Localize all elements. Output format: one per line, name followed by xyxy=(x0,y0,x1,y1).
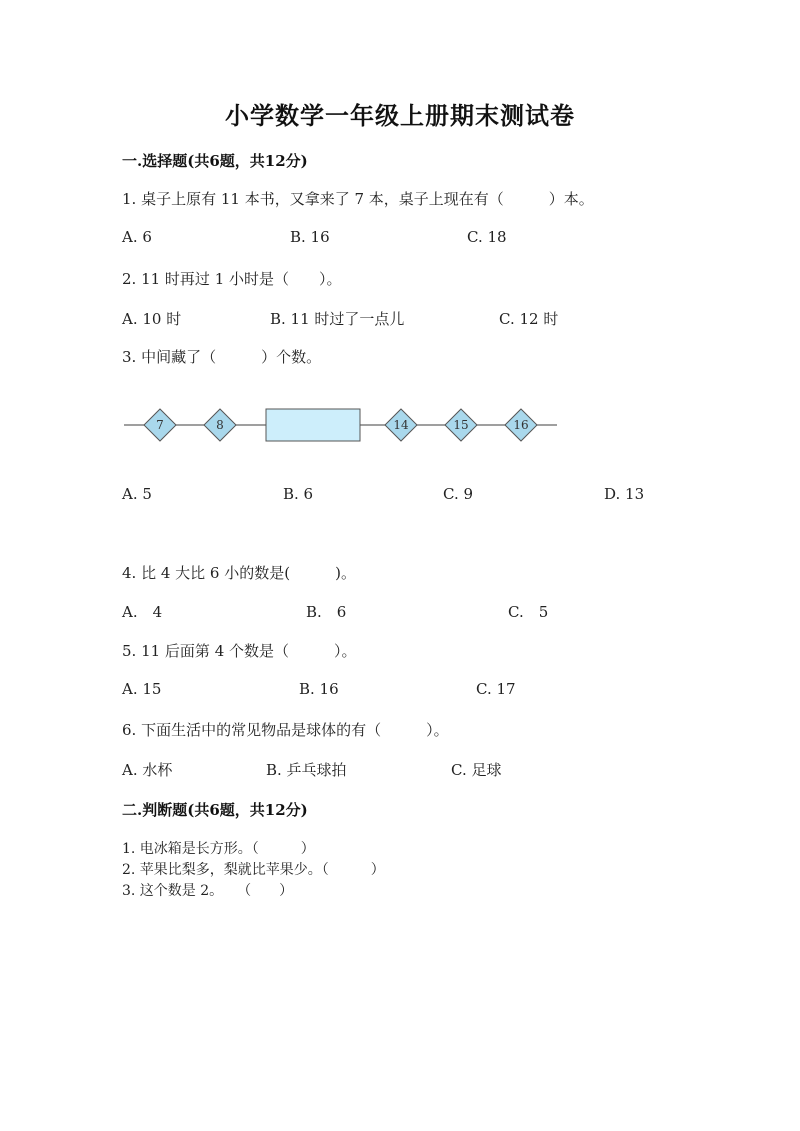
question-2: 2. 11 时再过 1 小时是（ ）。 xyxy=(122,270,342,288)
question-3: 3. 中间藏了（ ）个数。 xyxy=(122,348,322,366)
q6-option-c: C. 足球 xyxy=(451,761,502,779)
judge-item-2: 2. 苹果比梨多，梨就比苹果少。（ ） xyxy=(122,862,385,878)
q1-option-b: B. 16 xyxy=(290,228,330,246)
diamond-label: 16 xyxy=(513,418,529,432)
q4-option-a: A. 4 xyxy=(122,603,163,621)
judge-item-1: 1. 电冰箱是长方形。（ ） xyxy=(122,841,315,857)
diamond-15 xyxy=(445,409,477,441)
question-5: 5. 11 后面第 4 个数是（ ）。 xyxy=(122,642,357,660)
diamond-7 xyxy=(144,409,176,441)
q2-option-b: B. 11 时过了一点儿 xyxy=(270,310,405,328)
diamond-label: 8 xyxy=(216,418,224,432)
section-heading-judge: 二.判断题(共6题，共12分) xyxy=(122,801,308,819)
q6-option-a: A. 水杯 xyxy=(122,761,173,779)
q1-option-c: C. 18 xyxy=(467,228,507,246)
q2-option-a: A. 10 时 xyxy=(122,310,182,328)
q5-option-b: B. 16 xyxy=(299,680,339,698)
diamond-14 xyxy=(385,409,417,441)
question-6: 6. 下面生活中的常见物品是球体的有（ ）。 xyxy=(122,721,449,739)
q4-option-c: C. 5 xyxy=(508,603,549,621)
q2-option-c: C. 12 时 xyxy=(499,310,559,328)
question-4: 4. 比 4 大比 6 小的数是( )。 xyxy=(122,564,356,582)
q3-option-a: A. 5 xyxy=(122,485,152,503)
section-heading-choice: 一.选择题(共6题，共12分) xyxy=(122,152,308,170)
judge-item-3: 3. 这个数是 2。 （ ） xyxy=(122,883,294,899)
hidden-numbers-box xyxy=(266,409,360,441)
diamond-label: 7 xyxy=(156,418,164,432)
question-1: 1. 桌子上原有 11 本书，又拿来了 7 本，桌子上现在有（ ）本。 xyxy=(122,190,594,208)
diamond-label: 15 xyxy=(453,418,469,432)
q3-option-d: D. 13 xyxy=(604,485,645,503)
q3-option-b: B. 6 xyxy=(283,485,314,503)
q4-option-b: B. 6 xyxy=(306,603,347,621)
q6-option-b: B. 乒乓球拍 xyxy=(266,761,347,779)
q5-option-c: C. 17 xyxy=(476,680,516,698)
number-sequence-figure xyxy=(120,398,570,454)
diamond-label: 14 xyxy=(393,418,409,432)
diamond-8 xyxy=(204,409,236,441)
q3-option-c: C. 9 xyxy=(443,485,474,503)
q1-option-a: A. 6 xyxy=(122,228,152,246)
page-title: 小学数学一年级上册期末测试卷 xyxy=(225,101,575,130)
q5-option-a: A. 15 xyxy=(122,680,162,698)
diamond-16 xyxy=(505,409,537,441)
